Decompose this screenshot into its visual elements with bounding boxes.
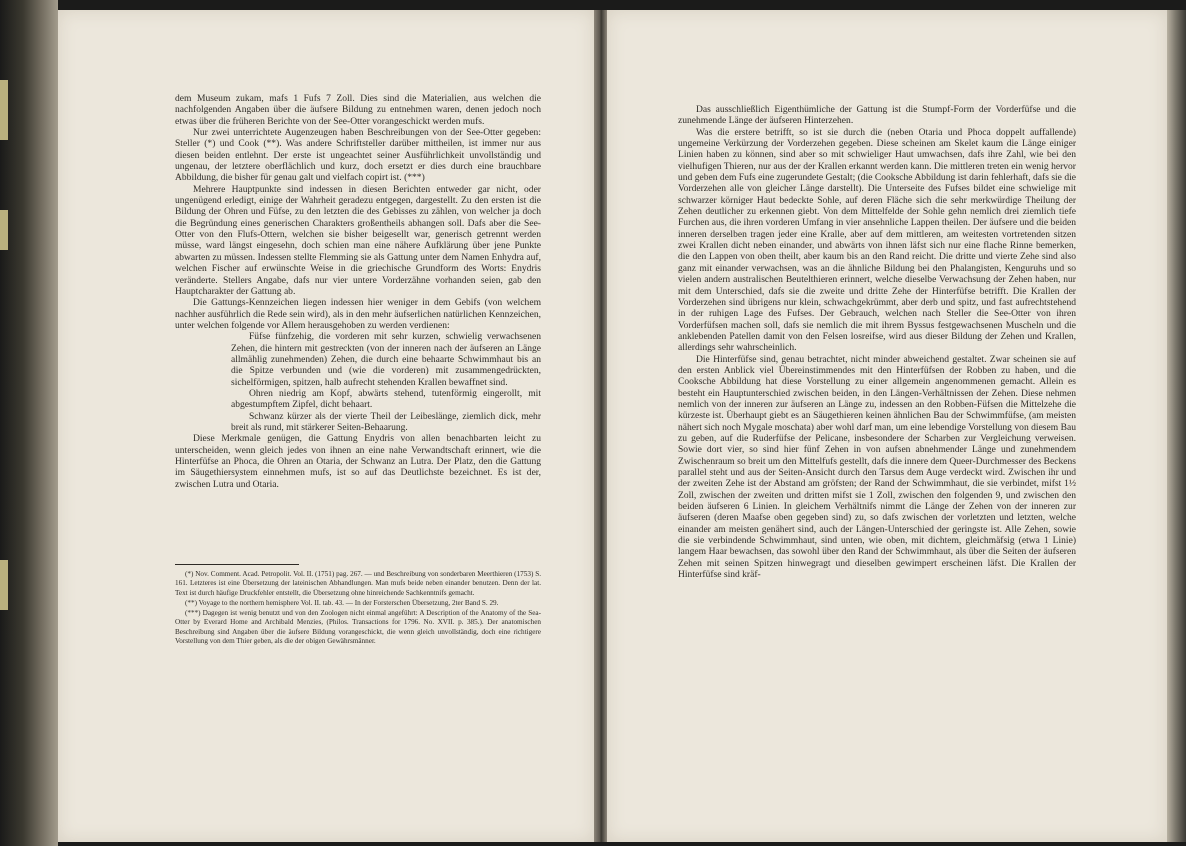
paragraph: Was die erstere betrifft, so ist sie durch die (neben Otaria und Phoca doppelt auffallende) ungemeine Verkürzung der Vorderzehen gegeben. Diese scheinen am Skelet kaum die Länge einiger Linien haben zu können, sind aber so mit schwieliger Haut umwachsen, dafs ihre Zahl, wie bei den vielhufigen Thieren, nur aus der der Krallen erkannt werden kann. Die mittleren treten ein wenig hervor und geben dem Fufs eine zugerundete Gestalt; (die Cooksche Abbildung ist darin fehlerhaft, dafs sie die Vorderzehen alle von gleicher Länge darstellt). Die Unterseite des Fufses bildet eine schwielige mit schwarzer körniger Haut bedeckte Sohle, auf deren Fläche sich die sehr merkwürdige Theilung der Zehen deutlicher zu erkennen giebt. Von dem Mittelfelde der Sohle gehn nemlich drei ziemlich tiefe Furchen aus, die ihren vorderen Umfang in vier ansehnliche Lappen theilen. Der äufsere und die beiden inneren derselben tragen jeder eine Kralle, aber auf dem mittleren, am weitesten vortretenden sitzen zwei Krallen dicht neben einander, und abwärts von ihnen läfst sich nur eine flache Rinne bemerken, die den Lappen von oben theilt, aber kaum bis an den Rand reicht. Die dritte und vierte Zehe sind also ganz mit einander verwachsen, was an die ähnliche Bildung bei den Phalangisten, Kenguruhs und so vielen andern australischen Beutelthieren erinnert, welche dieselbe Verwachsung der Zehen haben, nur mit dem Unterschied, dafs sie die zweite und dritte Zehe der Hinterfüfse betrifft. Die Krallen der Vorderzehen sind übrigens nur klein, schwachgekrümmt, aber derb und spitz, und fast aufrechtstehend in der ruhigen Lage des Fufses. Der Gebrauch, welchen nach Steller die See-Otter von ihren Vorderfüfsen machen soll, dafs sie nemlich die mit ihrem Byssus festgewachsenen Muscheln und die anklebenden Patellen damit von den Felsen losreifse, wird aus dieser Bildung der Zehen und Krallen, allerdings sehr wahrscheinlich. xyxy=(678,126,1076,354)
edge-stain xyxy=(0,210,8,250)
paragraph: Nur zwei unterrichtete Augenzeugen haben Beschreibungen von der See-Otter gegeben: Steller (*) und Cook (**). Was andere Schriftsteller darüber mittheilen, ist immer nur aus diesen beiden entlehnt. Der erste ist ungeachtet seiner Ausführlichkeit unvollständig und ungenau, der letztere oberflächlich und kurz, doch ersetzt er dies durch eine brauchbare Abbildung, die bisher für genau galt und vielfach copirt ist. (***) xyxy=(175,127,541,184)
footnote: (*) Nov. Comment. Acad. Petropolit. Vol. II. (1751) pag. 267. — und Beschreibung von sonderbaren Meerthieren (1753) S. 161. Letzteres ist eine Übersetzung der lateinischen Abhandlungen. Man mufs beide neben einander benutzen. Denn der lat. Text ist durch häufige Druckfehler entstellt, die Übersetzung ohne hinreichende Sachkenntnifs gemacht. xyxy=(175,570,541,597)
edge-stain xyxy=(0,560,8,610)
character-item: Ohren niedrig am Kopf, abwärts stehend, tutenförmig eingerollt, mit abgestumpftem Zipfel, dicht behaart. xyxy=(231,387,541,411)
paragraph: Die Hinterfüfse sind, genau betrachtet, nicht minder abweichend gestaltet. Zwar scheinen sie auf den ersten Anblick viel Übereinstimmendes mit den Hinterfüfsen der Robben zu haben, und die Cooksche Abbildung hat diese Vorstellung zu einer allgemein angenommenen gemacht. Allein es besteht ein Hauptunterschied zwischen beiden, in den Längen-Verhältnissen der Zehen. Diese nehmen nemlich von der inneren zur äufseren an Länge zu, indessen an den Robben-Füfsen die Mittelzehe die kürzeste ist. Überhaupt giebt es an Säugethieren keinen ähnlichen Bau der Schwimmfüfse, (am meisten nähert sich noch Mygale moschata) aber wohl darf man, um eine lebendige Vorstellung von diesem Bau zu geben, auf die Ruderfüfse der Pelicane, insbesondere der Scharben zur Vergleichung verweisen. Sowie dort vier, so sind hier fünf Zehen in von aufsen abnehmender Länge und zunehmendem Zwischenraum so breit um den Mittelfufs gestellt, dafs die innere dem Queer-Durchmesser des Beckens parallel steht und aus der Seiten-Ansicht durch den Tarsus dem Auge verdeckt wird. Zwischen ihr und der zweiten Zehe ist der Abstand am gröfsten; der Rand der Schwimmhaut, die sie verbindet, mifst 1½ Zoll, zwischen der zweiten und dritten mifst sie 1 Zoll, zwischen den folgenden 9, und zwischen den beiden äufseren 6 Linien. In gleichem Verhältnifs nimmt die Länge der Zehen von der inneren zur äufseren (deren Maafse oben gegeben sind) zu, so dafs zwischen der vorletzten und letzten, welche einander am meisten genähert sind, auch der Längen-Unterschied der geringste ist. Alle Zehen, sowie die sie verbindende Schwimmhaut, sind unten, wie oben, mit dichtem, gleichmäfsig (etwa 1 Linie) langem Haar bewachsen, das sowohl über den Rand der Schwimmhaut, als über die Seiten der äufseren Zehen mit seinen Spitzen hinwegragt und dieselben gewimpert erscheinen läfst. Die Krallen der Hinterfüfse sind kräf- xyxy=(678,353,1076,581)
left-page-body xyxy=(175,93,541,490)
paragraph: dem Museum zukam, mafs 1 Fufs 7 Zoll. Dies sind die Materialien, aus welchen die nachfolgenden Angaben über die äufsere Bildung zu entnehmen waren, denen jedoch noch etwas über die früheren Berichte von der See-Otter vorangeschickt werden mufs. xyxy=(175,93,541,127)
footnote: (**) Voyage to the northern hemisphere Vol. II. tab. 43. — In der Forsterschen Übersetzung, 2ter Band S. 29. xyxy=(185,598,499,607)
right-page-body xyxy=(678,104,1076,580)
paragraph: Diese Merkmale genügen, die Gattung Enydris von allen benachbarten leicht zu unterscheiden, wenn gleich jedes von ihnen an eine nahe Verwandtschaft erinnert, wie die Hinterfüfse an Phoca, die Ohren an Otaria, der Schwanz an Lutra. Der Platz, den die Gattung im Säugethiersystem einnehmen mufs, ist so auf das Deutlichste bezeichnet. Es ist der, zwischen Lutra und Otaria. xyxy=(175,433,541,490)
paragraph: Das ausschließlich Eigenthümliche der Gattung ist die Stumpf-Form der Vorderfüfse und die zunehmende Länge der äufseren Hinterzehen. xyxy=(678,104,1076,127)
paragraph: Die Gattungs-Kennzeichen liegen indessen hier weniger in dem Gebifs (von welchem nachher ausführlich die Rede sein wird), als in den mehr äufserlichen natürlichen Kennzeichen, unter welchen folgende vor Allem herausgehoben zu werden verdienen: xyxy=(175,297,541,331)
book-edge-left xyxy=(0,0,58,846)
book-spine xyxy=(594,10,607,842)
footnote-rule xyxy=(175,564,299,565)
footnote: (***) Dagegen ist wenig benutzt und von den Zoologen nicht einmal angeführt: A Description of the Anatomy of the Sea-Otter by Everard Home and Archibald Menzies, (Philos. Transactions for 1796. No. XVII. p. 385.). Der anatomischen Beschreibung sind Angaben über die äufsere Bildung vorangeschickt, die wenn gleich unvollständig, doch eine richtigere Vorstellung von dem Thier geben, als die der obigen Gewährsmänner. xyxy=(175,609,541,646)
paragraph: Mehrere Hauptpunkte sind indessen in diesen Berichten entweder gar nicht, oder ungenügend erledigt, einige der Wahrheit geradezu entgegen, dargestellt. Zu den ersten ist die Bildung der Ohren und Füfse, zu den letzten die des Gebisses zu zählen, von welcher ja doch die Begründung eines generischen Charakters großentheils abhangen soll. Dafs aber die See-Otter von den Flufs-Ottern, welchen sie bisher beigesellt war, generisch getrennt werden müsse, ward längst eingesehn, doch schien man eine nähere Aufklärung über jene Punkte abwarten zu müssen. Indessen stellte Flemming sie als Gattung unter dem Namen Enhydra auf, welchen Fischer auf erwünschte Weise in die griechische Grundform des Worts: Enydris veränderte. Stellers Angabe, dafs nur vier untere Vorderzähne vorhanden seien, gab den Hauptcharakter der Gattung ab. xyxy=(175,183,541,297)
character-item: Schwanz kürzer als der vierte Theil der Leibeslänge, ziemlich dick, mehr breit als rund, mit stärkerer Seiten-Behaarung. xyxy=(231,410,541,433)
character-item: Füfse fünfzehig, die vorderen mit sehr kurzen, schwielig verwachsenen Zehen, die hintern mit gestreckten (von der inneren nach der äufseren an Länge allmählig zunehmenden) Zehen, die durch eine behaarte Schwimmhaut bis an die Spitze verbunden und (wie die vorderen) mit zusammengedrückten, sichelförmigen, spitzen, halb aufrecht stehenden Krallen bewaffnet sind. xyxy=(231,331,541,388)
book-edge-right xyxy=(1167,10,1186,842)
edge-stain xyxy=(0,80,8,140)
footnotes xyxy=(175,570,541,647)
